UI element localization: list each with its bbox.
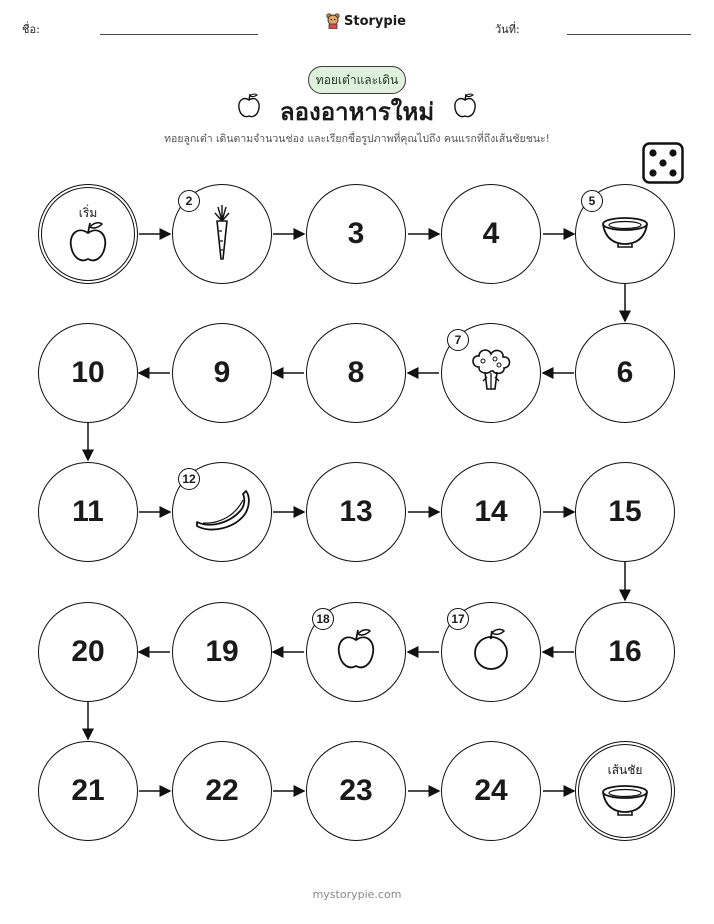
board-space-21 <box>38 741 138 841</box>
orange-icon <box>469 626 513 678</box>
bowl-icon <box>599 783 651 821</box>
space-number: 8 <box>347 356 365 389</box>
space-number-badge: 17 <box>447 608 469 630</box>
start-label: เริ่ม <box>78 206 98 220</box>
space-number: 9 <box>213 356 231 389</box>
board-space-16 <box>575 602 675 702</box>
board-space-15 <box>575 462 675 562</box>
board-space-13 <box>306 462 406 562</box>
space-number: 21 <box>71 774 105 807</box>
space-number: 15 <box>608 495 642 528</box>
space-number: 11 <box>72 495 104 528</box>
title-text: ลองอาหารใหม่ <box>279 98 435 126</box>
board-space-19 <box>172 602 272 702</box>
space-number-badge: 12 <box>178 468 200 490</box>
space-number: 4 <box>482 217 500 250</box>
space-number-badge: 2 <box>178 190 200 212</box>
bowl-icon <box>599 215 651 253</box>
board-space-22 <box>172 741 272 841</box>
footer <box>0 888 714 901</box>
board-space-4 <box>441 184 541 284</box>
space-number-badge: 5 <box>581 190 603 212</box>
finish-space <box>575 741 675 841</box>
space-number: 10 <box>71 356 105 389</box>
space-number: 13 <box>339 495 373 528</box>
footer-url: mystorypie.com <box>312 888 402 901</box>
board-space-20 <box>38 602 138 702</box>
brand-name: Storypie <box>344 13 406 29</box>
game-type-tag: ทอยเต๋าและเดิน <box>308 66 406 94</box>
broccoli-icon <box>465 345 517 401</box>
space-number-badge: 18 <box>312 608 334 630</box>
apple-icon <box>66 219 110 271</box>
instructions: ทอยลูกเต๋า เดินตามจำนวนช่อง และเรียกชื่อรูปภาพที่คุณไปถึง คนแรกที่ถึงเส้นชัยชนะ! <box>164 133 550 145</box>
start-space <box>38 184 138 284</box>
board-space-10 <box>38 323 138 423</box>
space-number: 14 <box>474 495 508 528</box>
space-number: 22 <box>205 774 239 807</box>
date-label: วันที่: <box>495 23 520 36</box>
space-number-badge: 7 <box>447 329 469 351</box>
board-space-6 <box>575 323 675 423</box>
board-space-23 <box>306 741 406 841</box>
finish-label: เส้นชัย <box>607 763 643 777</box>
space-number: 3 <box>347 217 365 250</box>
board-space-3 <box>306 184 406 284</box>
space-number: 6 <box>616 356 634 389</box>
space-number: 16 <box>608 635 642 668</box>
space-number: 20 <box>71 635 105 668</box>
space-number: 24 <box>474 774 508 807</box>
board-space-8 <box>306 323 406 423</box>
space-number: 19 <box>205 635 239 668</box>
name-label: ชื่อ: <box>22 23 40 36</box>
banana-icon <box>193 488 251 536</box>
board-space-11 <box>38 462 138 562</box>
carrot-icon <box>207 203 237 265</box>
board-space-24 <box>441 741 541 841</box>
space-number: 23 <box>339 774 373 807</box>
apple-icon <box>334 626 378 678</box>
board-space-9 <box>172 323 272 423</box>
board-space-14 <box>441 462 541 562</box>
